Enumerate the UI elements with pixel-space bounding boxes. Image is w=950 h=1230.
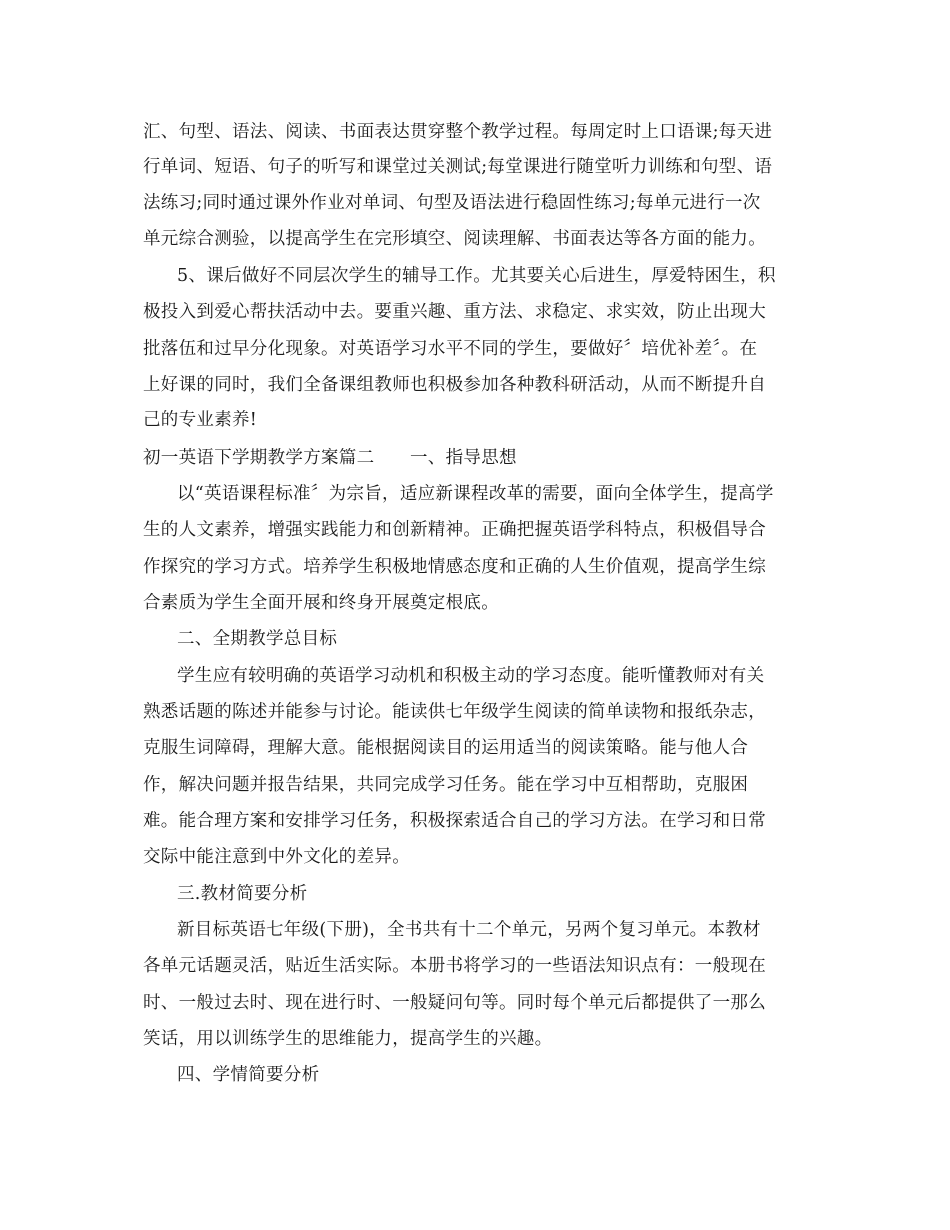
text-line: 新目标英语七年级(下册)，全书共有十二个单元，另两个复习单元。本教材 <box>177 920 761 940</box>
text-line: 极投入到爱心帮扶活动中去。要重兴趣、重方法、求稳定、求实效，防止出现大 <box>143 302 766 322</box>
text-line: 作，解决问题并报告结果，共同完成学习任务。能在学习中互相帮助，克服困 <box>143 775 749 795</box>
text-line: 5、课后做好不同层次学生的辅导工作。尤其要关心后进生，厚爱特困生，积 <box>177 266 776 286</box>
text-line: 单元综合测验，以提高学生在完形填空、阅读理解、书面表达等各方面的能力。 <box>143 229 766 249</box>
text-line: 己的专业素养! <box>143 410 258 430</box>
text-line: 行单词、短语、句子的听写和课堂过关测试;每堂课进行随堂听力训练和句型、语 <box>143 157 773 177</box>
section-heading: 二、全期教学总目标 <box>177 629 338 649</box>
section-heading: 四、学情简要分析 <box>177 1065 320 1085</box>
text-line: 学生应有较明确的英语学习动机和积极主动的学习态度。能听懂教师对有关 <box>177 666 765 686</box>
text-line: 时、一般过去时、现在进行时、一般疑问句等。同时每个单元后都提供了一那么 <box>143 993 766 1013</box>
text-line: 上好课的同时，我们全备课组教师也积极参加各种教科研活动，从而不断提升自 <box>143 375 766 395</box>
text-line: 合素质为学生全面开展和终身开展奠定根底。 <box>143 593 499 613</box>
text-line: 批落伍和过早分化现象。对英语学习水平不同的学生，要做好〞培优补差〞。在 <box>143 339 758 359</box>
text-line: 笑话，用以训练学生的思维能力，提高学生的兴趣。 <box>143 1029 553 1049</box>
section-heading: 初一英语下学期教学方案篇二 一、指导思想 <box>143 448 517 468</box>
text-line: 交际中能注意到中外文化的差异。 <box>143 847 410 867</box>
text-line: 法练习;同时通过课外作业对单词、句型及语法进行稳固性练习;每单元进行一次 <box>143 193 761 213</box>
section-heading: 三.教材简要分析 <box>177 884 308 904</box>
text-line: 生的人文素养，增强实践能力和创新精神。正确把握英语学科特点，积极倡导合 <box>143 520 766 540</box>
text-line: 汇、句型、语法、阅读、书面表达贯穿整个教学过程。每周定时上口语课;每天进 <box>143 122 773 142</box>
text-line: 以“英语课程标准〞为宗旨，适应新课程改革的需要，面向全体学生，提高学 <box>177 484 774 504</box>
text-line: 难。能合理方案和安排学习任务，积极探索适合自己的学习方法。在学习和日常 <box>143 811 766 831</box>
text-line: 熟悉话题的陈述并能参与讨论。能读供七年级学生阅读的简单读物和报纸杂志， <box>143 702 766 722</box>
text-line: 克服生词障碍，理解大意。能根据阅读目的运用适当的阅读策略。能与他人合 <box>143 738 749 758</box>
text-line: 作探究的学习方式。培养学生积极地情感态度和正确的人生价值观，提高学生综 <box>143 557 766 577</box>
text-line: 各单元话题灵活，贴近生活实际。本册书将学习的一些语法知识点有：一般现在 <box>143 956 766 976</box>
